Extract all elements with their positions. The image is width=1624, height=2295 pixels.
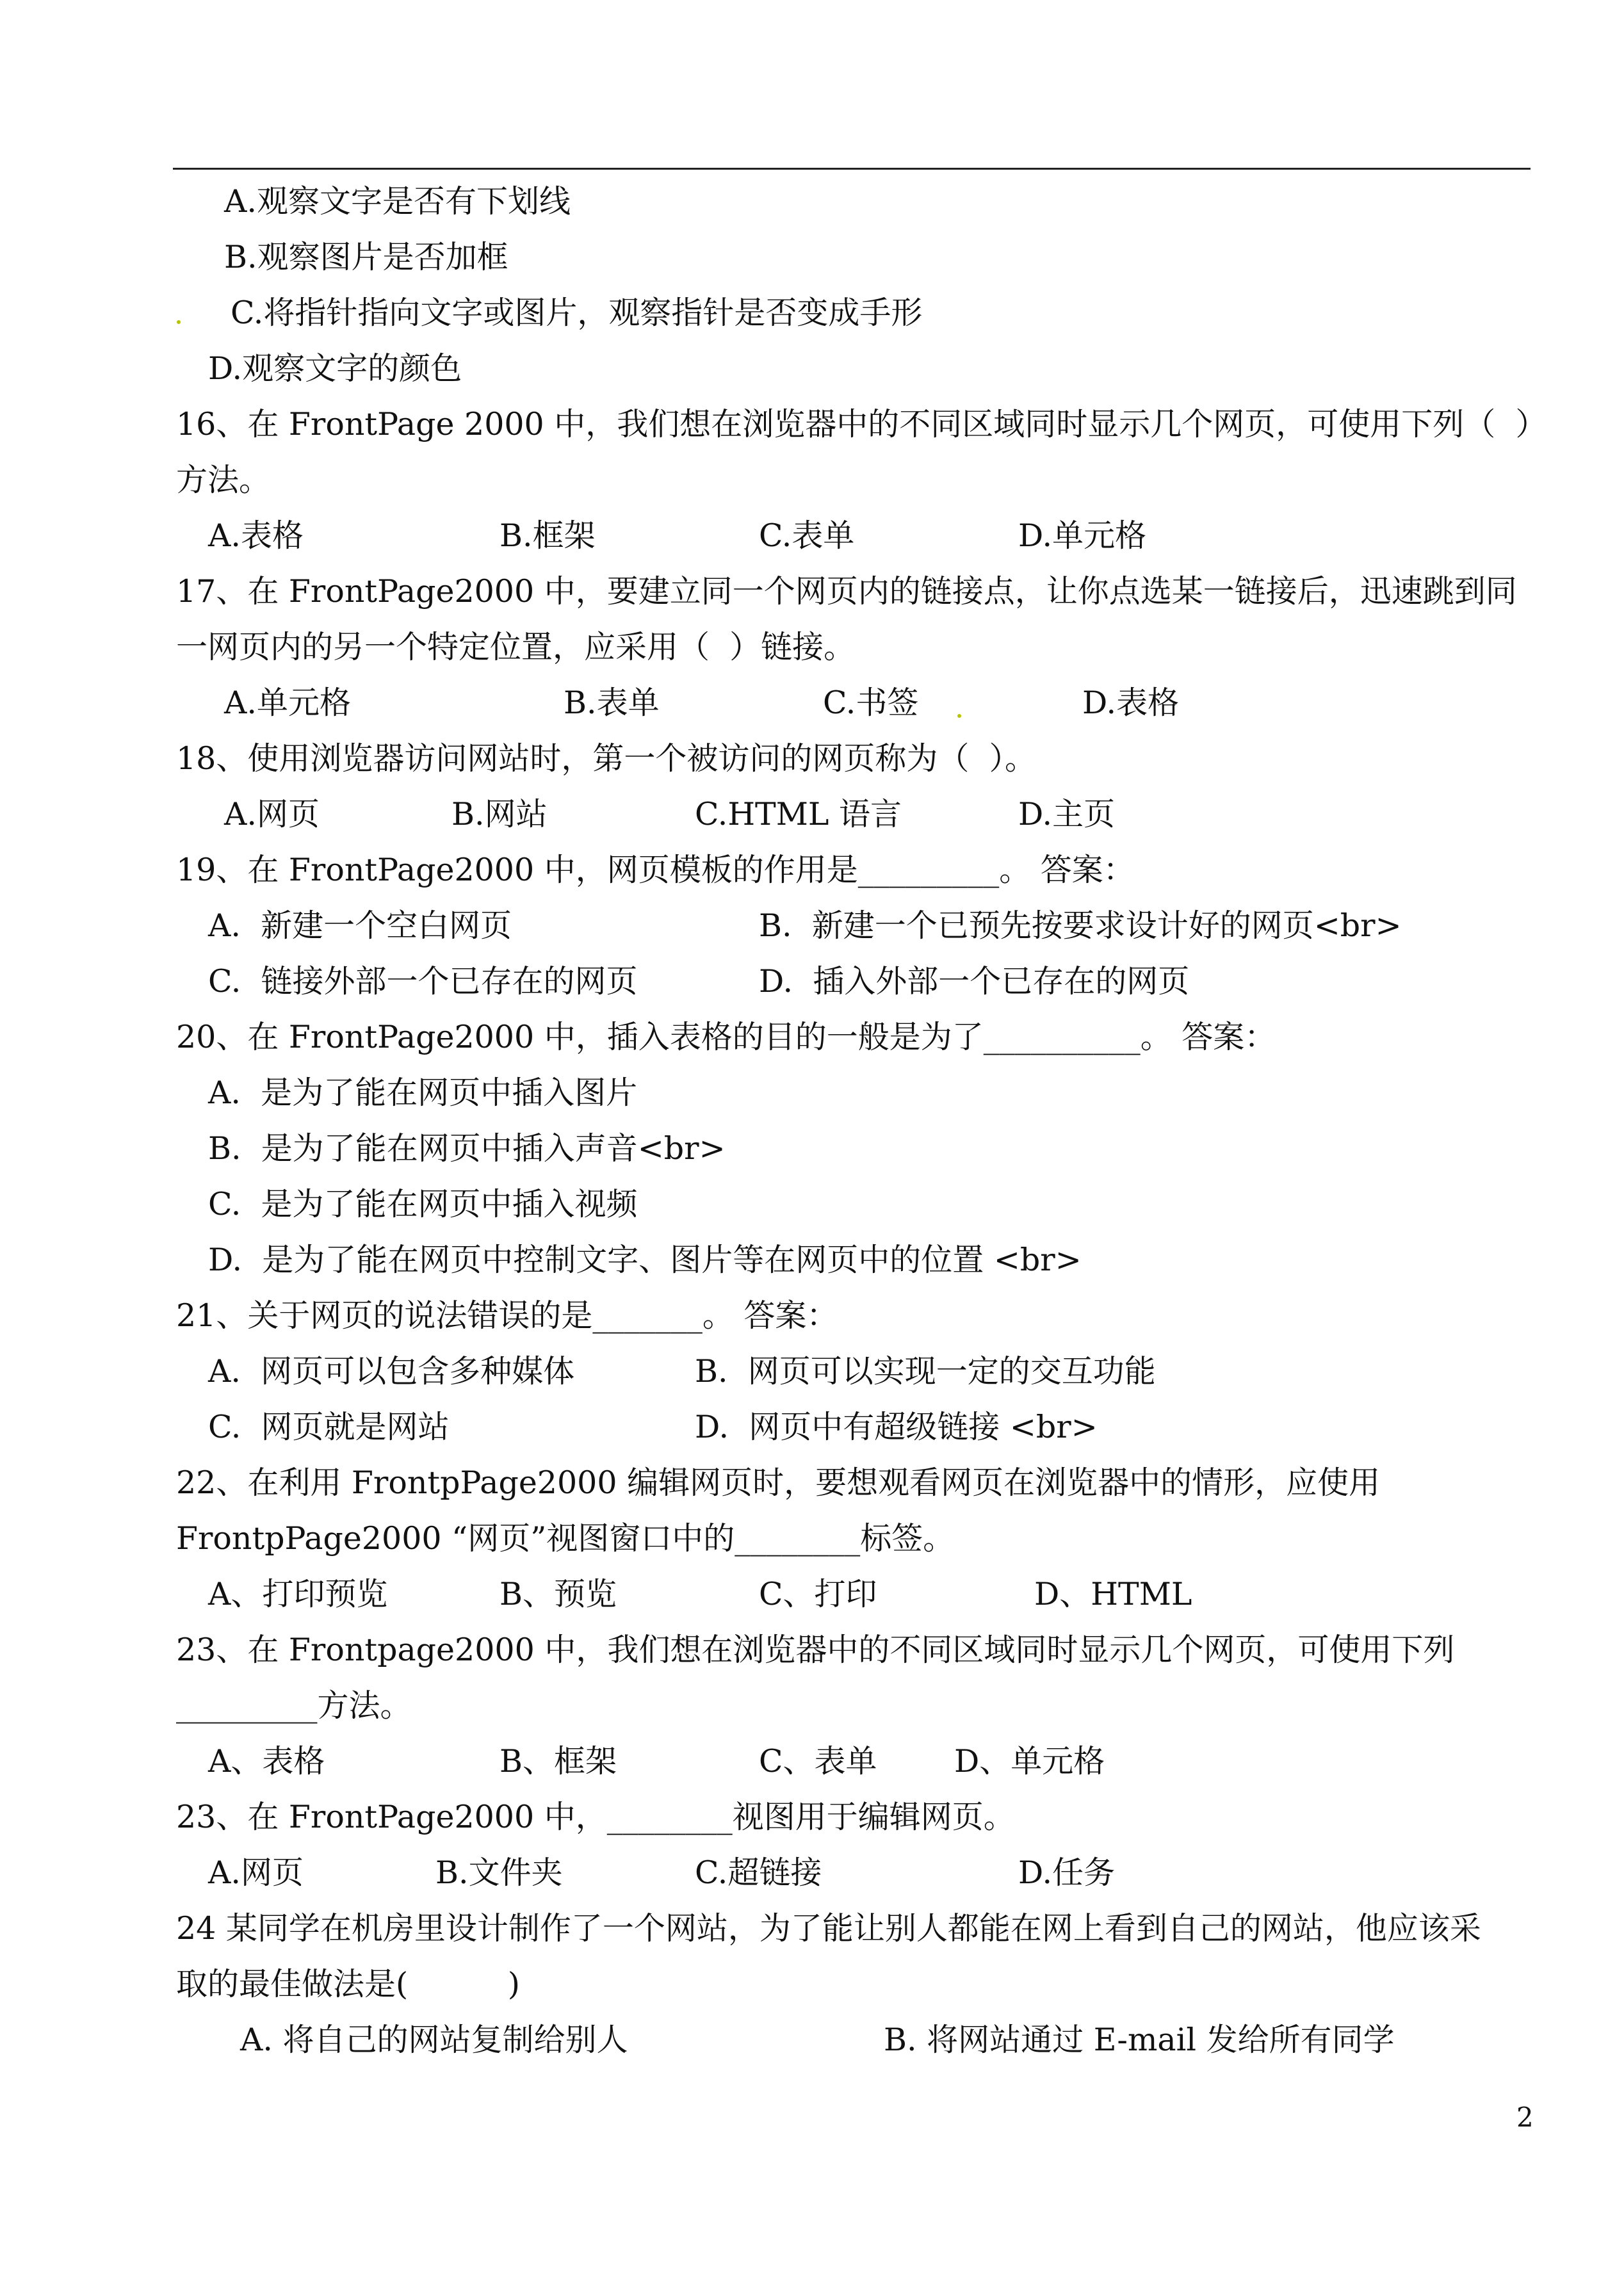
q23-question: 23、在 Frontpage2000 中，我们想在浏览器中的不同区域同时显示几个网页，可使用下列: [176, 1632, 1455, 1668]
q17-question-cont: 一网页内的另一个特定位置，应采用（ ）链接。: [176, 629, 856, 665]
q23b-option-d: D.任务: [1018, 1854, 1116, 1891]
q22-option-a: A、打印预览: [208, 1576, 388, 1612]
q21-question: 21、关于网页的说法错误的是_______。 答案：: [176, 1297, 838, 1334]
q24-option-b: B. 将网站通过 E-mail 发给所有同学: [884, 2022, 1395, 2058]
q16-option-c: C.表单: [759, 517, 855, 554]
q15-option-a: A.观察文字是否有下划线: [224, 183, 571, 220]
q15-option-d: D.观察文字的颜色: [208, 350, 462, 387]
q21-option-a: A. 网页可以包含多种媒体: [208, 1353, 575, 1390]
q21-option-d: D. 网页中有超级链接 <br>: [695, 1409, 1098, 1445]
q23b-option-a: A.网页: [208, 1854, 304, 1891]
q16-question-cont: 方法。: [176, 462, 271, 498]
q21-option-b: B. 网页可以实现一定的交互功能: [695, 1353, 1156, 1390]
q19-option-b: B. 新建一个已预先按要求设计好的网页<br>: [759, 907, 1402, 944]
q19-option-a: A. 新建一个空白网页: [208, 907, 512, 944]
q18-option-c: C.HTML 语言: [695, 796, 902, 832]
q16-option-b: B.框架: [499, 517, 596, 554]
q18-option-b: B.网站: [451, 796, 548, 832]
q20-option-b: B. 是为了能在网页中插入声音<br>: [208, 1130, 726, 1167]
q22-question: 22、在利用 FrontpPage2000 编辑网页时，要想观看网页在浏览器中的情形，应使用: [176, 1464, 1381, 1501]
q23-option-b: B、框架: [499, 1743, 617, 1780]
q16-question: 16、在 FrontPage 2000 中，我们想在浏览器中的不同区域同时显示几个网页，可使用下列（ ）: [176, 406, 1547, 442]
q20-option-c: C. 是为了能在网页中插入视频: [208, 1186, 638, 1222]
q18-option-d: D.主页: [1018, 796, 1116, 832]
q17-option-b: B.表单: [564, 685, 660, 721]
q24-question-cont: 取的最佳做法是( ): [176, 1966, 520, 2002]
q23b-option-c: C.超链接: [695, 1854, 822, 1891]
q17-option-a: A.单元格: [224, 685, 351, 721]
q15-option-c: C.将指针指向文字或图片，观察指针是否变成手形: [231, 295, 923, 331]
q23b-option-b: B.文件夹: [435, 1854, 563, 1891]
q23b-question: 23、在 FrontPage2000 中，________视图用于编辑网页。: [176, 1799, 1015, 1835]
q17-option-d: D.表格: [1082, 685, 1180, 721]
speck-mark: [957, 714, 961, 718]
q22-question-cont: FrontpPage2000 “网页”视图窗口中的________标签。: [176, 1520, 955, 1557]
header-rule: [173, 168, 1531, 170]
q16-option-a: A.表格: [208, 517, 304, 554]
q19-option-d: D. 插入外部一个已存在的网页: [759, 963, 1190, 1000]
q20-question: 20、在 FrontPage2000 中，插入表格的目的一般是为了__________。 答案：: [176, 1019, 1276, 1055]
q20-option-d: D. 是为了能在网页中控制文字、图片等在网页中的位置 <br>: [208, 1242, 1082, 1278]
q24-question: 24 某同学在机房里设计制作了一个网站，为了能让别人都能在网上看到自己的网站，他应该采: [176, 1910, 1481, 1947]
q22-option-d: D、HTML: [1034, 1576, 1192, 1612]
q23-question-cont: _________方法。: [176, 1687, 412, 1724]
speck-mark: [177, 320, 181, 324]
q19-question: 19、在 FrontPage2000 中，网页模板的作用是_________。 答案：: [176, 852, 1135, 888]
q16-option-d: D.单元格: [1018, 517, 1147, 554]
q20-option-a: A. 是为了能在网页中插入图片: [208, 1075, 638, 1111]
q21-option-c: C. 网页就是网站: [208, 1409, 450, 1445]
q23-option-d: D、单元格: [954, 1743, 1105, 1780]
page-number: 2: [1516, 2102, 1534, 2133]
q22-option-c: C、打印: [759, 1576, 877, 1612]
q15-option-b: B.观察图片是否加框: [224, 239, 508, 275]
q23-option-c: C、表单: [759, 1743, 877, 1780]
q18-option-a: A.网页: [224, 796, 320, 832]
q19-option-c: C. 链接外部一个已存在的网页: [208, 963, 638, 1000]
q18-question: 18、使用浏览器访问网站时，第一个被访问的网页称为（ ）。: [176, 740, 1037, 777]
q23-option-a: A、表格: [208, 1743, 325, 1780]
q17-question: 17、在 FrontPage2000 中，要建立同一个网页内的链接点，让你点选某一链接后，迅速跳到同: [176, 573, 1517, 610]
q24-option-a: A. 将自己的网站复制给别人: [240, 2022, 628, 2058]
q22-option-b: B、预览: [499, 1576, 617, 1612]
q17-option-c: C.书签: [823, 685, 919, 721]
